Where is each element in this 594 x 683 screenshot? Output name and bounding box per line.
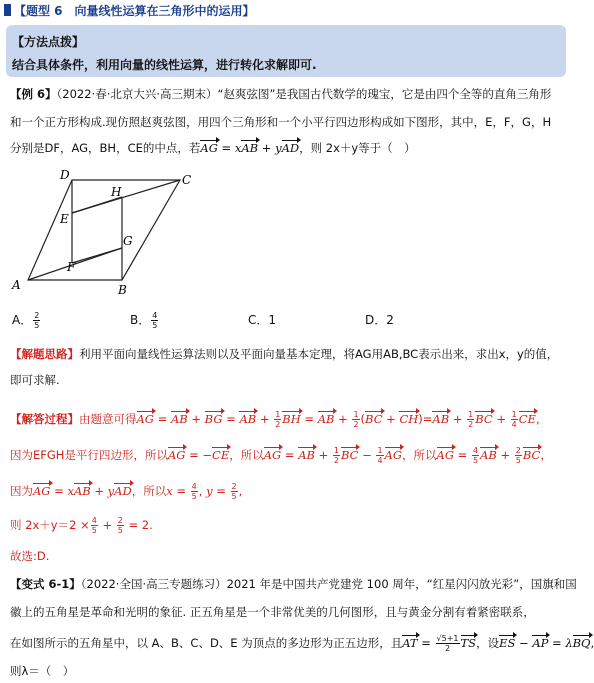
- label-F: F: [67, 260, 76, 274]
- variant-line-3: 在如图所示的五角星中，以 A、B、C、D、E 为顶点的多边形为正五边形，且AT = $\frac{√5+1}{2}$ TS，设ES − AP = λBQ,: [10, 634, 594, 653]
- solution-line-3: 因为AG = xAB + yAD，所以x = $\frac{4}{5}$ , y = $\frac{2}{5}$ ,: [10, 482, 243, 501]
- variant-line-2: 徽上的五角星是革命和光明的象征. 正五角星是一个非常优美的几何图形，且与黄金分割有着紧密联系，: [10, 605, 535, 619]
- analysis-line-1: 【解题思路】利用平面向量线性运算法则以及平面向量基本定理，将AG用AB,BC表示出来，求出x，y的值，: [10, 347, 559, 361]
- label-D: D: [60, 168, 70, 182]
- label-G: G: [123, 234, 133, 248]
- solution-line-1: 【解答过程】由题意可得AG = AB + BG = AB + $\frac{1}{2}$ BH = AB + $\frac{1}{2}$ (BC + CH)=AB + $\frac{1}{2}$ BC + $\frac{1}{4}$ CE,: [10, 410, 540, 429]
- solution-answer: 故选:D.: [10, 549, 50, 563]
- label-E: E: [60, 212, 69, 226]
- label-B: B: [118, 283, 127, 297]
- option-c[interactable]: C．1: [248, 313, 277, 327]
- variant-tag: 【变式 6-1】: [10, 577, 81, 591]
- header-bar-icon: [4, 4, 11, 16]
- example-tag: 【例 6】: [10, 87, 57, 101]
- analysis-tag: 【解题思路】: [10, 347, 79, 361]
- variant-line-4: 则λ＝（ ）: [10, 664, 75, 678]
- option-d[interactable]: D．2: [365, 313, 394, 327]
- variant-line-1: 【变式 6-1】（2022·全国·高三专题练习）2021 年是中国共产党建党 100 周年，“红星闪闪放光彩”，国旗和国: [10, 577, 577, 591]
- example-line-1: 【例 6】（2022·春·北京大兴·高三期末）“赵爽弦图”是我国古代数学的瑰宝，它是由四个全等的直角三角形: [10, 87, 552, 101]
- parallelogram-figure: [10, 165, 200, 295]
- solution-line-4: 则 2x＋y＝2 × $\frac{4}{5}$ + $\frac{2}{5}$ = 2.: [10, 516, 153, 535]
- label-A: A: [12, 278, 21, 292]
- section-header: 【题型 6 向量线性运算在三角形中的运用】: [4, 2, 255, 19]
- example-line-3: 分别是DF，AG，BH，CE的中点，若AG = xAB + yAD，则 2x＋y等于（ ）: [10, 141, 416, 155]
- example-line-2: 和一个正方形构成.现仿照赵爽弦图，用四个三角形和一个小平行四边形构成如下图形，其中，E，F，G，H: [10, 115, 552, 129]
- solution-line-2: 因为EFGH是平行四边形，所以AG = −CE，所以AG = AB + $\frac{1}{2}$ BC − $\frac{1}{4}$ AG，所以AG = $\frac{4}{5}$ AB + $\frac{2}{5}$ BC，: [10, 446, 552, 465]
- option-b[interactable]: B． $\frac{4}{5}$: [130, 311, 158, 330]
- solution-tag: 【解答过程】: [10, 412, 79, 426]
- method-title: 【方法点拨】: [12, 35, 85, 49]
- label-C: C: [182, 173, 192, 187]
- option-a[interactable]: A． $\frac{2}{5}$: [12, 311, 40, 330]
- label-H: H: [111, 185, 122, 199]
- method-text: 结合具体条件，利用向量的线性运算，进行转化求解即可.: [12, 58, 317, 72]
- analysis-line-2: 即可求解.: [10, 373, 60, 387]
